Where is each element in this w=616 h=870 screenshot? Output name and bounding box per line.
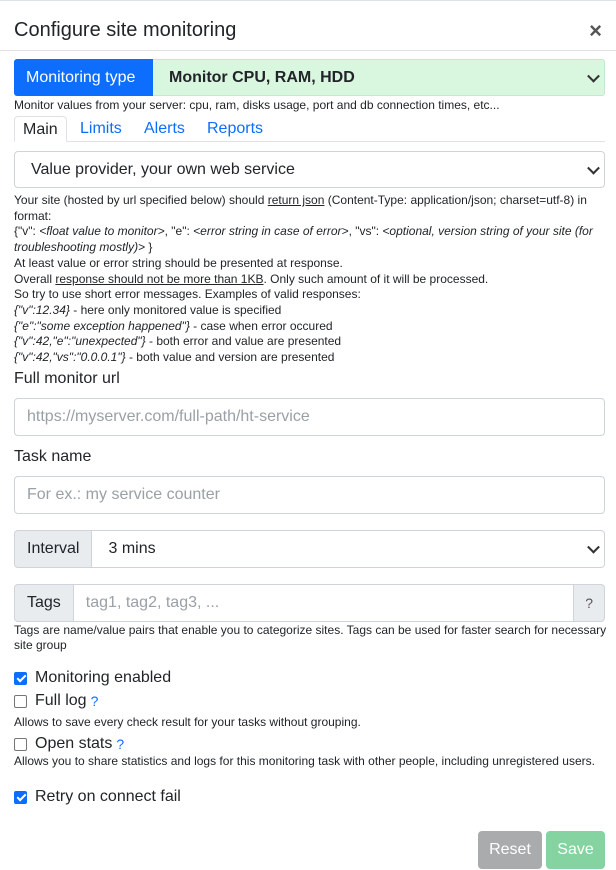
interval-label: Interval: [14, 530, 92, 568]
monitoring-type-description: Monitor values from your server: cpu, ram, disks usage, port and db connection times, etc...: [14, 98, 500, 112]
monitoring-enabled-label: Monitoring enabled: [35, 669, 172, 686]
tab-limits[interactable]: Limits: [80, 120, 122, 137]
chevron-down-icon: [587, 541, 600, 554]
full-log-label: Full log: [35, 692, 87, 709]
tab-alerts[interactable]: Alerts: [144, 120, 185, 137]
tab-bar: [14, 116, 605, 142]
url-label: Full monitor url: [14, 370, 120, 387]
tags-description: Tags are name/value pairs that enable you to categorize sites. Tags can be used for faster search for necessary site group: [14, 623, 607, 652]
monitoring-type-select[interactable]: [153, 59, 605, 96]
monitoring-type-label: Monitoring type: [14, 59, 153, 96]
checkbox-unchecked-icon[interactable]: [14, 738, 27, 751]
monitoring-type-group: [14, 59, 605, 96]
tags-label: Tags: [14, 584, 74, 622]
tags-input[interactable]: tag1, tag2, tag3, ...: [74, 584, 574, 622]
chevron-down-icon: [587, 69, 600, 82]
chevron-down-icon: [587, 161, 600, 174]
tags-group: [14, 584, 605, 622]
tab-main[interactable]: Main: [14, 116, 67, 142]
value-provider-select[interactable]: [14, 151, 605, 188]
full-log-help-icon[interactable]: ?: [90, 693, 99, 709]
reset-button[interactable]: Reset: [478, 831, 542, 869]
url-input[interactable]: https://myserver.com/full-path/ht-service: [14, 398, 605, 436]
close-icon[interactable]: ×: [589, 18, 602, 43]
monitoring-type-value: Monitor CPU, RAM, HDD: [169, 69, 355, 86]
checkbox-checked-icon[interactable]: [14, 791, 27, 804]
save-button[interactable]: Save: [546, 831, 605, 869]
interval-value: 3 mins: [108, 540, 156, 557]
open-stats-checkbox[interactable]: [14, 734, 124, 754]
modal-title: Configure site monitoring: [14, 19, 237, 41]
tab-reports[interactable]: Reports: [207, 120, 264, 137]
modal-header: [0, 1, 616, 51]
checkbox-checked-icon[interactable]: [14, 672, 27, 685]
full-log-description: Allows to save every check result for your tasks without grouping.: [14, 715, 361, 729]
tags-help-button[interactable]: ?: [574, 584, 605, 622]
task-name-input[interactable]: For ex.: my service counter: [14, 476, 605, 514]
value-provider-value: Value provider, your own web service: [31, 161, 295, 178]
retry-label: Retry on connect fail: [35, 788, 181, 805]
checkbox-unchecked-icon[interactable]: [14, 695, 27, 708]
full-log-checkbox[interactable]: [14, 691, 98, 711]
interval-select[interactable]: [92, 530, 605, 568]
open-stats-label: Open stats: [35, 735, 113, 752]
open-stats-description: Allows you to share statistics and logs for this monitoring task with other people, including unregistered users.: [14, 754, 595, 768]
open-stats-help-icon[interactable]: ?: [116, 736, 125, 752]
interval-group: [14, 530, 605, 568]
retry-checkbox[interactable]: [14, 787, 181, 807]
task-name-label: Task name: [14, 448, 92, 465]
provider-info: Your site (hosted by url specified below) should return json (Content-Type: application/json; charset=utf-8) in format: {"v": <float value to monitor>, "e": <error string in case of error>, "vs": <optional, version string of your site (for troubleshooting mostly)> } At least value or error string should be presented at response. Overall response should not be more than 1KB. Only such amount of it will be processed. So try to use short error messages. Examples of valid responses: {"v":12.34} - here only monitored value is specified {"e":"some exception happened"} - case when error occured {"v":42,"e":"unexpected"} - both error and value are presented {"v":42,"vs":"0.0.0.1"} - both value and version are presented: [14, 193, 593, 365]
monitoring-enabled-checkbox[interactable]: [14, 668, 171, 688]
